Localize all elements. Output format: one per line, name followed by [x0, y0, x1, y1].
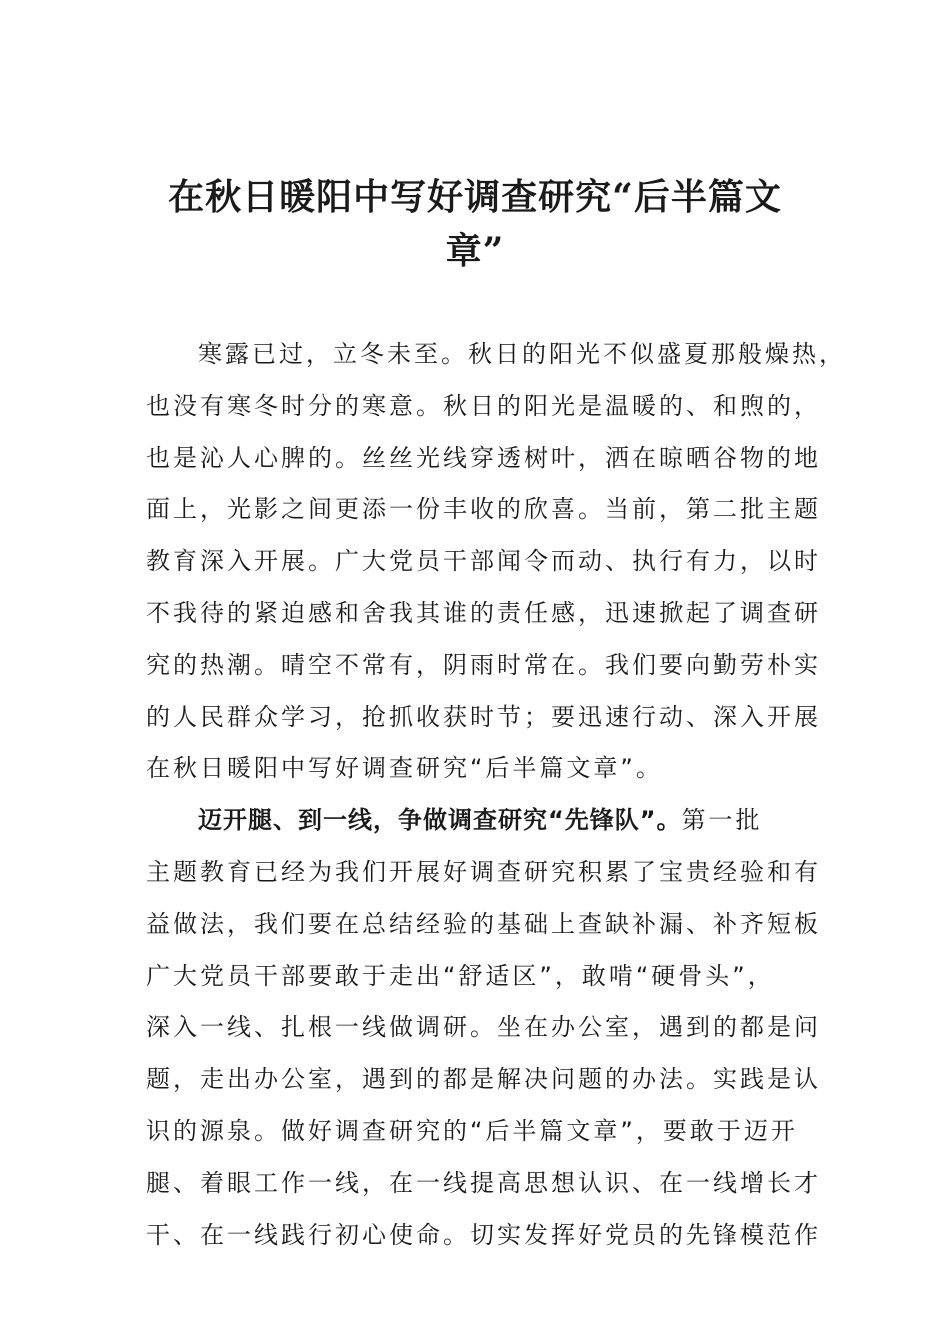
paragraph-line: 识的源泉。做好调查研究的“后半篇文章”，要敢于迈开 — [146, 1116, 798, 1145]
paragraph-line: 广大党员干部要敢于走出“舒适区”，敢啃“硬骨头”， — [146, 961, 775, 990]
title-line-1: 在秋日暖阳中写好调查研究“后半篇文 — [168, 176, 782, 218]
paragraph-line: 益做法，我们要在总结经验的基础上查缺补漏、补齐短板 — [146, 909, 821, 938]
paragraph-line: 面上，光影之间更添一份丰收的欣喜。当前，第二批主题 — [146, 495, 821, 524]
paragraph-line: 的人民群众学习，抢抓收获时节；要迅速行动、深入开展 — [146, 702, 821, 731]
paragraph-line: 教育深入开展。广大党员干部闻令而动、执行有力，以时 — [146, 547, 821, 576]
paragraph-line: 腿、着眼工作一线，在一线提高思想认识、在一线增长才 — [146, 1168, 821, 1197]
paragraph-2 — [146, 795, 826, 1261]
document-title — [150, 170, 800, 278]
paragraph-line: 题，走出办公室，遇到的都是解决问题的办法。实践是认 — [146, 1065, 821, 1094]
paragraph-line-rest: 第一批 — [681, 806, 763, 835]
paragraph-line: 在秋日暖阳中写好调查研究“后半篇文章”。 — [146, 754, 663, 783]
paragraph-line: 干、在一线践行初心使命。切实发挥好党员的先锋模范作 — [146, 1220, 821, 1249]
title-line-2: 章” — [445, 230, 505, 272]
paragraph-line: 寒露已过，立冬未至。秋日的阳光不似盛夏那般燥热， — [198, 340, 846, 368]
paragraph-line: 究的热潮。晴空不常有，阴雨时常在。我们要向勤劳朴实 — [146, 650, 821, 679]
paragraph-line: 不我待的紧迫感和舍我其谁的责任感，迅速掀起了调查研 — [146, 598, 821, 627]
paragraph-first-line — [146, 795, 826, 847]
paragraph-line: 深入一线、扎根一线做调研。坐在办公室，遇到的都是问 — [146, 1013, 821, 1042]
paragraph-1 — [146, 329, 846, 795]
section-heading: 迈开腿、到一线，争做调查研究“先锋队”。 — [198, 806, 682, 835]
paragraph-line: 也是沁人心脾的。丝丝光线穿透树叶，洒在晾晒谷物的地 — [146, 443, 821, 472]
paragraph-line: 主题教育已经为我们开展好调查研究积累了宝贵经验和有 — [146, 857, 821, 886]
paragraph-line: 也没有寒冬时分的寒意。秋日的阳光是温暖的、和煦的， — [146, 391, 821, 420]
document-body — [146, 329, 846, 1261]
